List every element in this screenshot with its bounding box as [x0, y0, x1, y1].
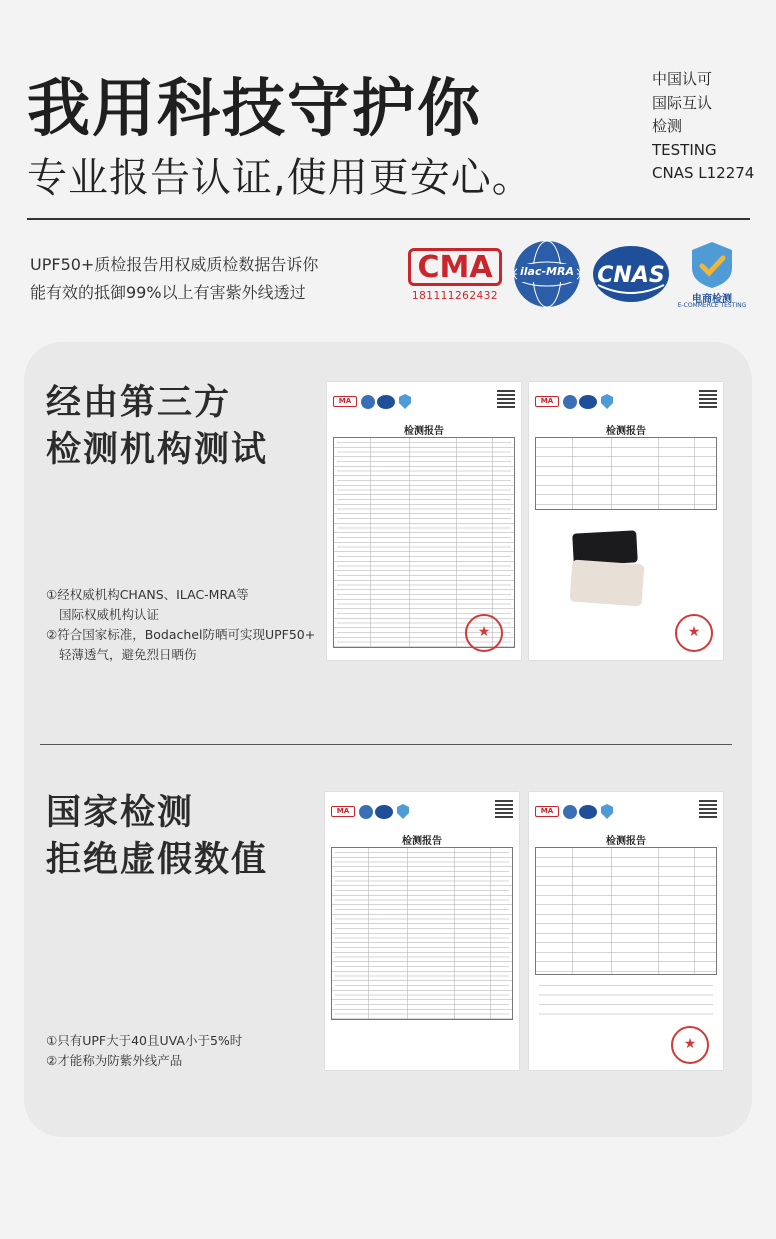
- report-table: [535, 847, 717, 975]
- report-text-lines: [335, 849, 509, 1018]
- ecommerce-en-text: E-COMMERCE TESTING: [677, 302, 747, 309]
- note-line: ②符合国家标准，Bodachel防晒可实现UPF50+: [46, 627, 316, 642]
- cnas-logo: [592, 245, 670, 303]
- mini-shield-icon: [397, 804, 409, 819]
- section-divider: [40, 744, 732, 745]
- test-report-image: [529, 792, 723, 1070]
- mini-ilac-icon: [359, 805, 373, 819]
- mini-cma-icon: MA: [331, 806, 355, 817]
- note-line: ②才能称为防紫外线产品: [46, 1053, 183, 1068]
- description-line: UPF50+质检报告用权威质检数据告诉你: [30, 255, 319, 274]
- mini-cnas-icon: [579, 395, 597, 409]
- accreditation-line: 检测: [652, 117, 683, 135]
- mini-ilac-icon: [361, 395, 375, 409]
- mini-shield-icon: [601, 394, 613, 409]
- ecommerce-cn-text: 电商检测: [692, 294, 732, 305]
- report-title: 检测报告: [402, 836, 442, 847]
- mini-ilac-icon: [563, 805, 577, 819]
- accreditation-line: CNAS L12274: [652, 164, 755, 182]
- note-line: 国际权威机构认证: [59, 607, 160, 622]
- qr-code-icon: [497, 390, 515, 408]
- section-notes: [46, 585, 315, 665]
- accreditation-line: TESTING: [652, 140, 717, 159]
- mini-cma-icon: MA: [535, 396, 559, 407]
- cnas-text: CNAS: [597, 263, 665, 288]
- report-title: 检测报告: [606, 426, 646, 437]
- cma-number: 181111262432: [411, 290, 499, 302]
- ecommerce-testing-logo: [676, 240, 748, 310]
- mini-cnas-icon: [377, 395, 395, 409]
- mini-shield-icon: [601, 804, 613, 819]
- report-header-logos: [535, 800, 717, 822]
- mini-shield-icon: [399, 394, 411, 409]
- mini-ilac-icon: [563, 395, 577, 409]
- red-seal-icon: [671, 1026, 709, 1064]
- section-title: [46, 790, 268, 884]
- mini-cma-icon: MA: [535, 806, 559, 817]
- ilac-mra-logo: [513, 240, 581, 308]
- report-header-logos: [535, 390, 717, 412]
- report-header-logos: [333, 390, 515, 412]
- report-header-logos: [331, 800, 513, 822]
- note-line: 轻薄透气，避免烈日晒伤: [59, 647, 197, 662]
- shield-check-icon: [676, 240, 748, 290]
- section-title-line: 拒绝虚假数值: [46, 840, 269, 880]
- note-line: ①经权威机构CHANS、ILAC-MRA等: [46, 587, 249, 602]
- page-title: 我用科技守护你: [27, 72, 482, 145]
- description-line: 能有效的抵御99%以上有害紫外线透过: [30, 283, 306, 302]
- report-text-lines: [539, 982, 713, 1020]
- fabric-sample-photo: [571, 532, 645, 608]
- test-report-image: [529, 382, 723, 660]
- report-title: 检测报告: [606, 836, 646, 847]
- note-line: ①只有UPF大于40且UVA小于5%时: [46, 1033, 243, 1048]
- accreditation-info: [652, 68, 754, 186]
- ilac-text: ilac-MRA: [520, 265, 574, 278]
- section-title-line: 检测机构测试: [46, 430, 269, 470]
- section-title: [46, 380, 268, 474]
- mini-cnas-icon: [579, 805, 597, 819]
- accreditation-line: 国际互认: [652, 93, 713, 112]
- qr-code-icon: [699, 390, 717, 408]
- section-title-line: 经由第三方: [46, 383, 232, 423]
- certification-description: [30, 251, 318, 307]
- test-report-image: [325, 792, 519, 1070]
- red-seal-icon: [465, 614, 503, 652]
- mini-cma-icon: MA: [333, 396, 357, 407]
- page-subtitle: 专业报告认证,使用更安心。: [27, 155, 533, 201]
- header-divider: [27, 218, 750, 220]
- mini-cnas-icon: [375, 805, 393, 819]
- light-fabric: [570, 560, 645, 607]
- qr-code-icon: [699, 800, 717, 818]
- cma-logo: [408, 248, 502, 304]
- accreditation-line: 中国认可: [652, 70, 713, 88]
- section-title-line: 国家检测: [46, 793, 195, 833]
- report-table: [535, 437, 717, 510]
- test-report-image: [327, 382, 521, 660]
- qr-code-icon: [495, 800, 513, 818]
- red-seal-icon: [675, 614, 713, 652]
- section-notes: [46, 1031, 242, 1071]
- cma-logo-mark: CMA: [408, 248, 502, 286]
- report-title: 检测报告: [404, 426, 444, 437]
